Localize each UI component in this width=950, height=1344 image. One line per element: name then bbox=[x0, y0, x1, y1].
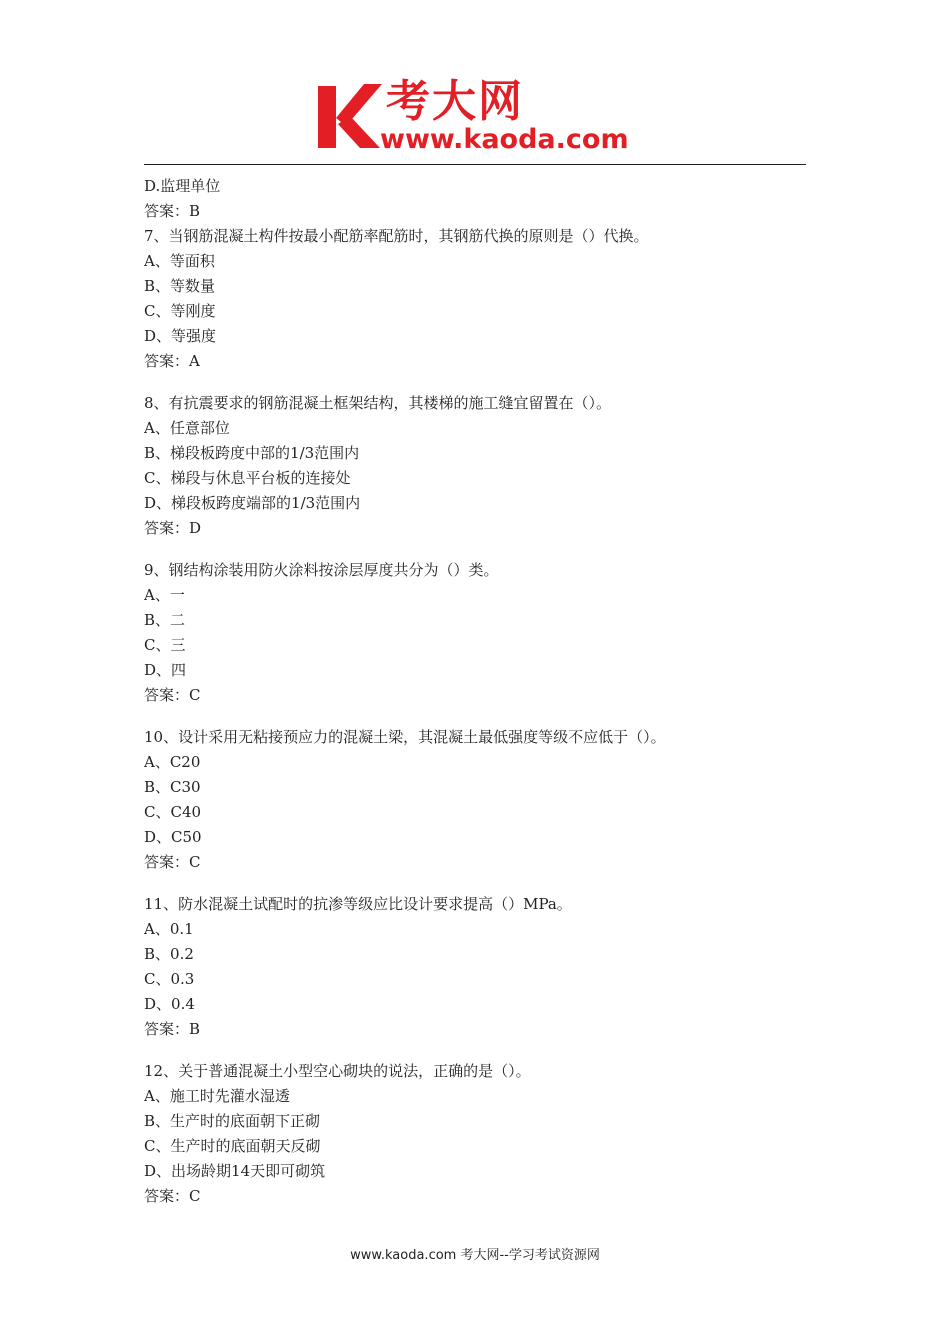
option-line: B、二 bbox=[144, 611, 186, 629]
option-line: A、C20 bbox=[144, 753, 201, 771]
question-text: 9、钢结构涂装用防火涂料按涂层厚度共分为（）类。 bbox=[144, 561, 499, 579]
option-line: C、生产时的底面朝天反砌 bbox=[144, 1137, 321, 1155]
option-line: C、C40 bbox=[144, 803, 202, 821]
option-line: D、四 bbox=[144, 661, 187, 679]
option-line: A、0.1 bbox=[144, 920, 194, 938]
option-line: A、等面积 bbox=[144, 252, 215, 270]
question-block-8 bbox=[144, 391, 806, 541]
question-block-7 bbox=[144, 224, 806, 374]
option-line: D、出场龄期14天即可砌筑 bbox=[144, 1162, 326, 1180]
k-logo-icon bbox=[318, 82, 384, 150]
option-line: B、0.2 bbox=[144, 945, 194, 963]
option-line: C、三 bbox=[144, 636, 186, 654]
question-block-12 bbox=[144, 1059, 806, 1209]
question-list bbox=[144, 174, 806, 1209]
option-line: B、梯段板跨度中部的1/3范围内 bbox=[144, 444, 360, 462]
question-block-11 bbox=[144, 892, 806, 1042]
header-divider bbox=[144, 164, 806, 165]
option-line: B、生产时的底面朝下正砌 bbox=[144, 1112, 321, 1130]
question-text: 8、有抗震要求的钢筋混凝土框架结构，其楼梯的施工缝宜留置在（）。 bbox=[144, 394, 612, 412]
option-line: C、等刚度 bbox=[144, 302, 216, 320]
option-line: B、等数量 bbox=[144, 277, 216, 295]
option-line: D、等强度 bbox=[144, 327, 217, 345]
question-text: 10、设计采用无粘接预应力的混凝土梁，其混凝土最低强度等级不应低于（）。 bbox=[144, 728, 666, 746]
option-line: D、梯段板跨度端部的1/3范围内 bbox=[144, 494, 361, 512]
option-line: D.监理单位 bbox=[144, 177, 221, 195]
option-line: A、任意部位 bbox=[144, 419, 230, 437]
answer-line: 答案：B bbox=[144, 202, 201, 220]
question-text: 11、防水混凝土试配时的抗渗等级应比设计要求提高（）MPa。 bbox=[144, 895, 572, 913]
option-line: B、C30 bbox=[144, 778, 201, 796]
answer-line: 答案：D bbox=[144, 519, 202, 537]
option-line: D、0.4 bbox=[144, 995, 195, 1013]
option-line: D、C50 bbox=[144, 828, 202, 846]
page-footer: www.kaoda.com 考大网--学习考试资源网 bbox=[350, 1248, 600, 1263]
logo-title: 考大网 bbox=[386, 76, 524, 127]
logo-url: www.kaoda.com bbox=[380, 124, 629, 155]
kaoda-logo bbox=[318, 76, 638, 158]
option-line: C、0.3 bbox=[144, 970, 195, 988]
answer-line: 答案：C bbox=[144, 686, 201, 704]
option-line: A、施工时先灌水湿透 bbox=[144, 1087, 290, 1105]
question-text: 12、关于普通混凝土小型空心砌块的说法，正确的是（）。 bbox=[144, 1062, 531, 1080]
answer-line: 答案：C bbox=[144, 1187, 201, 1205]
answer-line: 答案：B bbox=[144, 1020, 201, 1038]
option-line: A、一 bbox=[144, 586, 185, 604]
answer-line: 答案：C bbox=[144, 853, 201, 871]
question-block-10 bbox=[144, 725, 806, 875]
option-line: C、梯段与休息平台板的连接处 bbox=[144, 469, 351, 487]
answer-line: 答案：A bbox=[144, 352, 200, 370]
question-block-9 bbox=[144, 558, 806, 708]
question-text: 7、当钢筋混凝土构件按最小配筋率配筋时，其钢筋代换的原则是（）代换。 bbox=[144, 227, 649, 245]
question-block-6-tail bbox=[144, 174, 806, 224]
